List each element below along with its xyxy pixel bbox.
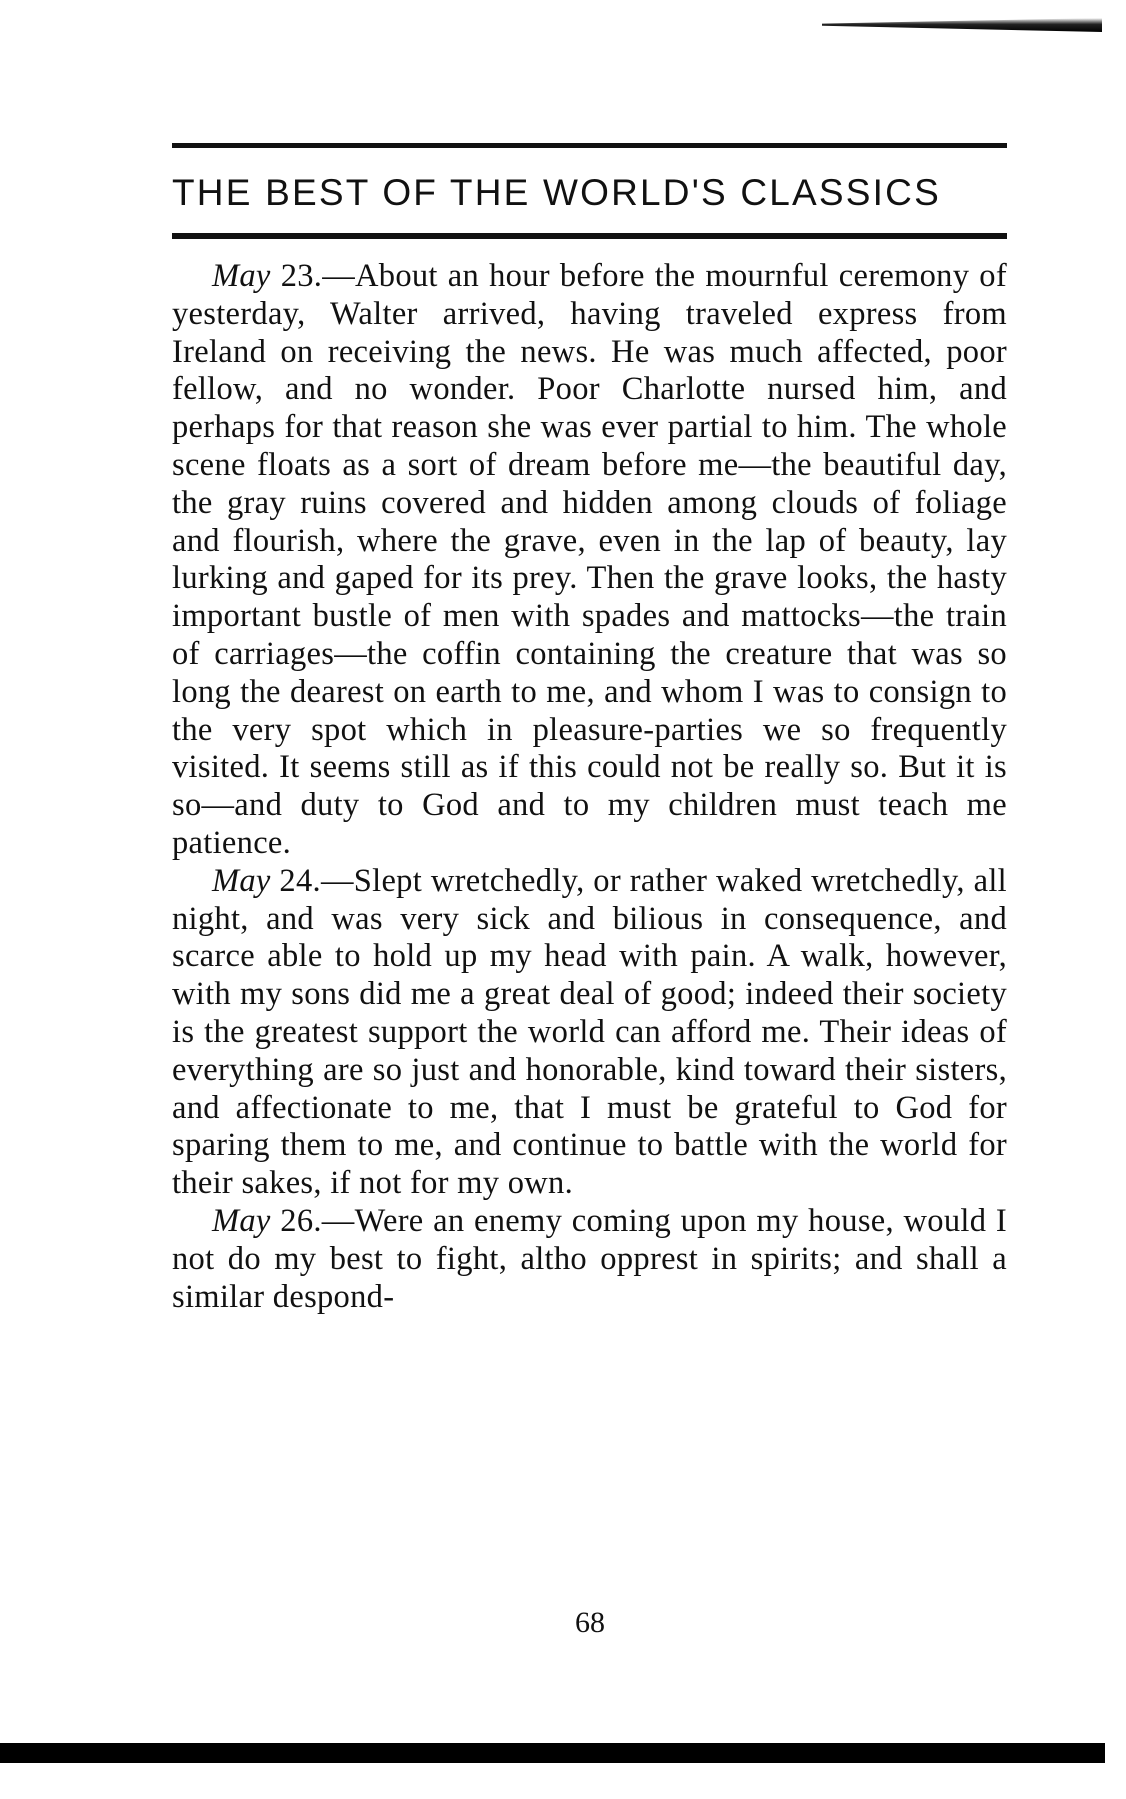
header-rule-top	[172, 143, 1007, 148]
entry-date: May	[212, 258, 271, 294]
entry-date: May	[212, 862, 271, 899]
bottom-border-bar	[0, 1743, 1105, 1763]
running-head: THE BEST OF THE WORLD'S CLASSICS	[172, 172, 941, 213]
entry-text: 24.—Slept wretchedly, or rather waked wretchedly, all night, and was very sick and bilious in consequence, and scarce able to hold up my head with pain. A walk, however, with my sons did me a great deal of good; indeed their society is the greatest support the world can afford me. Their ideas of everything are so just and honorable, kind toward their sisters, and affectionate to me, that I must be grateful to God for sparing them to me, and continue to battle with the world for their sakes, if not for my own.	[172, 862, 1007, 1202]
entry-text: 26.—Were an enemy coming upon my house, would I not do my best to fight, altho opprest in spirits; and shall a similar despond-	[172, 1202, 1007, 1315]
page-number: 68	[575, 1606, 605, 1639]
entry-text: 23.—About an hour before the mournful ceremony of yesterday, Walter arrived, having traveled express from Ireland on receiving the news. He was much affected, poor fellow, and no wonder. Poor Charlotte nursed him, and perhaps for that reason she was ever partial to him. The whole scene floats as a sort of dream before me—the beautiful day, the gray ruins covered and hidden among clouds of foliage and flourish, where the grave, even in the lap of beauty, lay lurking and gaped for its prey. Then the grave looks, the hasty important bustle of men with spades and mattocks—the train of carriages—the coffin containing the creature that was so long the dearest on earth to me, and whom I was to consign to the very spot which in pleasure-parties we so frequently visited. It seems still as if this could not be really so. But it is so—and duty to God and to my children must teach me patience.	[172, 258, 1007, 861]
corner-scan-mark	[822, 18, 1102, 32]
diary-entry-may-23	[172, 258, 1007, 863]
entry-date: May	[212, 1202, 271, 1239]
diary-entry-may-24	[172, 863, 1007, 1203]
body-text	[172, 258, 1007, 1316]
diary-entry-may-26	[172, 1203, 1007, 1316]
header-rule-bottom	[172, 233, 1007, 239]
